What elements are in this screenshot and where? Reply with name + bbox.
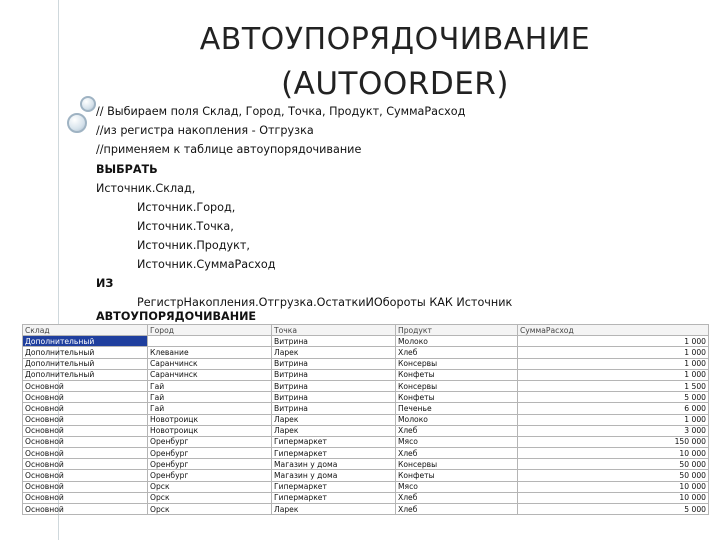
table-cell[interactable]: Ларек [272, 504, 396, 515]
table-body [23, 336, 709, 515]
table-cell[interactable]: Дополнительный [23, 347, 148, 358]
table-cell[interactable]: Конфеты [396, 369, 518, 380]
table-cell[interactable]: Витрина [272, 336, 396, 347]
code-field-line: Источник.Склад, [96, 182, 196, 195]
table-cell[interactable]: Ларек [272, 414, 396, 425]
table-row[interactable] [23, 492, 709, 503]
table-cell[interactable]: Витрина [272, 392, 396, 403]
table-cell[interactable]: Консервы [396, 358, 518, 369]
table-row[interactable] [23, 425, 709, 436]
column-header-produkt[interactable]: Продукт [396, 325, 518, 336]
table-row[interactable] [23, 358, 709, 369]
table-cell[interactable]: Витрина [272, 369, 396, 380]
table-cell[interactable]: Основной [23, 414, 148, 425]
column-header-sklad[interactable]: Склад [23, 325, 148, 336]
code-keyword-autoorder: АВТОУПОРЯДОЧИВАНИЕ [96, 310, 257, 323]
table-row[interactable] [23, 459, 709, 470]
table-cell[interactable]: Оренбург [148, 470, 272, 481]
table-cell[interactable]: Основной [23, 392, 148, 403]
table-row[interactable] [23, 347, 709, 358]
table-cell[interactable]: Основной [23, 459, 148, 470]
table-cell[interactable]: Мясо [396, 481, 518, 492]
table-cell[interactable]: 5 000 [518, 392, 709, 403]
table-cell[interactable]: Основной [23, 504, 148, 515]
table-cell[interactable]: Гипермаркет [272, 481, 396, 492]
table-cell[interactable]: Дополнительный [23, 336, 148, 347]
code-field-line: Источник.Продукт, [137, 239, 250, 252]
table-cell[interactable]: Витрина [272, 380, 396, 391]
table-cell[interactable]: Основной [23, 425, 148, 436]
table-row[interactable] [23, 481, 709, 492]
table-cell[interactable]: 1 000 [518, 414, 709, 425]
table-cell[interactable]: Оренбург [148, 459, 272, 470]
column-header-gorod[interactable]: Город [148, 325, 272, 336]
table-cell[interactable]: Молоко [396, 414, 518, 425]
table-cell[interactable] [148, 336, 272, 347]
table-row[interactable] [23, 392, 709, 403]
table-cell[interactable]: Клевание [148, 347, 272, 358]
table-cell[interactable]: Орск [148, 492, 272, 503]
table-cell[interactable]: 6 000 [518, 403, 709, 414]
decorative-bubble-large [67, 113, 87, 133]
table-cell[interactable]: Хлеб [396, 492, 518, 503]
table-cell[interactable]: Основной [23, 448, 148, 459]
table-cell[interactable]: Хлеб [396, 504, 518, 515]
slide-subtitle: (AUTOORDER) [281, 66, 509, 102]
table-cell[interactable]: Дополнительный [23, 358, 148, 369]
table-cell[interactable]: 1 000 [518, 358, 709, 369]
table-cell[interactable]: 50 000 [518, 470, 709, 481]
code-field-line: Источник.Город, [137, 201, 236, 214]
table-cell[interactable]: Витрина [272, 358, 396, 369]
table-cell[interactable]: Основной [23, 436, 148, 447]
result-table [22, 324, 709, 515]
code-field-line: Источник.Точка, [137, 220, 234, 233]
table-row[interactable] [23, 369, 709, 380]
table-cell[interactable]: Витрина [272, 403, 396, 414]
table-cell[interactable]: Новотроицк [148, 414, 272, 425]
table-cell[interactable]: Основной [23, 380, 148, 391]
table-cell[interactable]: 1 000 [518, 347, 709, 358]
table-cell[interactable]: Печенье [396, 403, 518, 414]
table-cell[interactable]: 5 000 [518, 504, 709, 515]
table-cell[interactable]: 1 500 [518, 380, 709, 391]
table-row[interactable] [23, 436, 709, 447]
code-field-line: Источник.СуммаРасход [137, 258, 276, 271]
table-cell[interactable]: Новотроицк [148, 425, 272, 436]
table-cell[interactable]: Хлеб [396, 448, 518, 459]
table-cell[interactable]: Оренбург [148, 448, 272, 459]
table-cell[interactable]: Орск [148, 504, 272, 515]
table-cell[interactable]: Хлеб [396, 425, 518, 436]
table-cell[interactable]: Консервы [396, 459, 518, 470]
table-cell[interactable]: 10 000 [518, 481, 709, 492]
table-row[interactable] [23, 448, 709, 459]
table-row[interactable] [23, 470, 709, 481]
table-row[interactable] [23, 336, 709, 347]
table-cell[interactable]: Гипермаркет [272, 492, 396, 503]
table-cell[interactable]: Орск [148, 481, 272, 492]
table-cell[interactable]: Магазин у дома [272, 470, 396, 481]
code-keyword-select: ВЫБРАТЬ [96, 163, 158, 176]
table-cell[interactable]: Мясо [396, 436, 518, 447]
table-cell[interactable]: Ларек [272, 425, 396, 436]
table-cell[interactable]: Саранчинск [148, 358, 272, 369]
table-row[interactable] [23, 403, 709, 414]
column-header-summa[interactable]: СуммаРасход [518, 325, 709, 336]
table-cell[interactable]: 1 000 [518, 336, 709, 347]
decorative-bubble-small [80, 96, 96, 112]
table-cell[interactable]: Молоко [396, 336, 518, 347]
table-row[interactable] [23, 504, 709, 515]
table-cell[interactable]: Основной [23, 492, 148, 503]
table-cell[interactable]: Саранчинск [148, 369, 272, 380]
table-cell[interactable]: Гай [148, 392, 272, 403]
table-cell[interactable]: Основной [23, 403, 148, 414]
table-cell[interactable]: 10 000 [518, 492, 709, 503]
slide-title: АВТОУПОРЯДОЧИВАНИЕ [199, 22, 591, 57]
table-row[interactable] [23, 380, 709, 391]
table-cell[interactable]: Основной [23, 481, 148, 492]
table-cell[interactable]: Конфеты [396, 392, 518, 403]
column-header-tochka[interactable]: Точка [272, 325, 396, 336]
table-cell[interactable]: Дополнительный [23, 369, 148, 380]
table-cell[interactable]: 150 000 [518, 436, 709, 447]
code-keyword-from: ИЗ [96, 277, 114, 290]
code-source-line: РегистрНакопления.Отгрузка.ОстаткиИОбороты КАК Источник [137, 296, 513, 309]
code-comment-line: //применяем к таблице автоупорядочивание [96, 143, 362, 156]
table-cell[interactable]: Гипермаркет [272, 448, 396, 459]
table-cell[interactable]: Гай [148, 380, 272, 391]
code-comment-line: //из регистра накопления - Отгрузка [96, 124, 314, 137]
code-comment-line: // Выбираем поля Склад, Город, Точка, Продукт, СуммаРасход [96, 105, 466, 118]
table-cell[interactable]: Конфеты [396, 470, 518, 481]
table-row[interactable] [23, 414, 709, 425]
table-cell[interactable]: Гипермаркет [272, 436, 396, 447]
table-cell[interactable]: Консервы [396, 380, 518, 391]
table-cell[interactable]: 10 000 [518, 448, 709, 459]
table-cell[interactable]: Оренбург [148, 436, 272, 447]
table-cell[interactable]: 3 000 [518, 425, 709, 436]
table-cell[interactable]: 50 000 [518, 459, 709, 470]
table-cell[interactable]: Ларек [272, 347, 396, 358]
table-cell[interactable]: Гай [148, 403, 272, 414]
table-header-row [23, 325, 709, 336]
table-cell[interactable]: Хлеб [396, 347, 518, 358]
table-cell[interactable]: Магазин у дома [272, 459, 396, 470]
table-cell[interactable]: Основной [23, 470, 148, 481]
table-cell[interactable]: 1 000 [518, 369, 709, 380]
